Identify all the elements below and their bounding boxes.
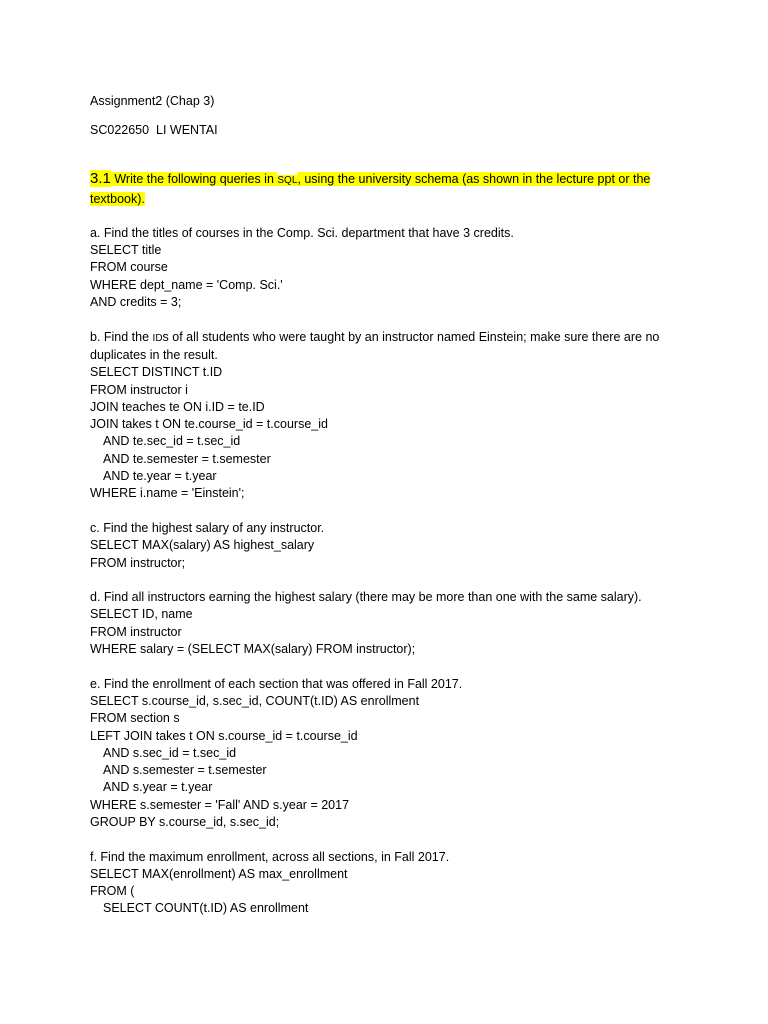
query-line: SELECT COUNT(t.ID) AS enrollment <box>103 901 309 916</box>
question-b-prompt <box>90 329 690 365</box>
query-line: WHERE s.semester = 'Fall' AND s.year = 2017 <box>90 797 350 812</box>
section-intro-b: , using the university schema (as shown in the lecture ppt or the textbook). <box>90 171 651 206</box>
query-line: SELECT DISTINCT t.ID <box>90 365 223 380</box>
query-line: SELECT title <box>90 243 162 258</box>
query-line: SELECT s.course_id, s.sec_id, COUNT(t.ID) AS enrollment <box>90 693 420 708</box>
query-line: AND s.sec_id = t.sec_id <box>103 745 237 760</box>
spacer <box>90 572 690 589</box>
query-line: JOIN takes t ON te.course_id = t.course_id <box>90 417 328 432</box>
document-title: Assignment2 (Chap 3) <box>90 94 215 108</box>
question-d-prompt: d. Find all instructors earning the highest salary (there may be more than one with the same salary). <box>90 590 642 605</box>
query-line: FROM course <box>90 260 168 275</box>
question-f-prompt: f. Find the maximum enrollment, across all sections, in Fall 2017. <box>90 849 450 864</box>
query-line: LEFT JOIN takes t ON s.course_id = t.course_id <box>90 728 358 743</box>
query-line: AND s.semester = t.semester <box>103 763 267 778</box>
document-body <box>90 93 690 918</box>
question-b-prompt-s: s <box>162 329 169 344</box>
query-line: SELECT MAX(salary) AS highest_salary <box>90 538 315 553</box>
section-intro-a: Write the following queries in <box>110 171 278 186</box>
spacer <box>90 831 690 848</box>
query-line: FROM instructor i <box>90 382 188 397</box>
query-line: AND te.sec_id = t.sec_id <box>103 434 241 449</box>
spacer <box>90 503 690 520</box>
spacer <box>90 311 690 328</box>
question-b-prompt-b: of all students who were taught by an instructor named Einstein; make sure there are no duplicates in the result. <box>90 329 660 362</box>
spacer <box>90 658 690 675</box>
spacer <box>90 140 690 170</box>
question-b-prompt-ids: ID <box>152 332 163 344</box>
section-heading <box>90 170 690 208</box>
query-line: AND te.year = t.year <box>103 469 217 484</box>
query-line: WHERE i.name = 'Einstein'; <box>90 486 245 501</box>
question-b-prompt-a: b. Find the <box>90 329 153 344</box>
query-line: WHERE salary = (SELECT MAX(salary) FROM instructor); <box>90 642 416 657</box>
query-line: FROM instructor <box>90 624 182 639</box>
query-line: GROUP BY s.course_id, s.sec_id; <box>90 814 280 829</box>
query-line: AND credits = 3; <box>90 295 182 310</box>
query-line: AND te.semester = t.semester <box>103 451 271 466</box>
section-intro-sql: SQL <box>277 174 298 186</box>
section-number: 3.1 <box>90 169 111 187</box>
question-c-prompt: c. Find the highest salary of any instructor. <box>90 520 325 535</box>
query-line: FROM instructor; <box>90 555 186 570</box>
query-line: SELECT ID, name <box>90 607 193 622</box>
query-line: FROM ( <box>90 884 135 899</box>
query-line: FROM section s <box>90 711 180 726</box>
query-line: WHERE dept_name = 'Comp. Sci.' <box>90 277 283 292</box>
question-e-prompt: e. Find the enrollment of each section that was offered in Fall 2017. <box>90 676 463 691</box>
query-line: AND s.year = t.year <box>103 780 213 795</box>
query-line: JOIN teaches te ON i.ID = te.ID <box>90 399 265 414</box>
spacer <box>90 208 690 225</box>
query-line: SELECT MAX(enrollment) AS max_enrollment <box>90 866 348 881</box>
author-line: SC022650 LI WENTAI <box>90 123 218 138</box>
question-a-prompt: a. Find the titles of courses in the Comp. Sci. department that have 3 credits. <box>90 225 514 240</box>
